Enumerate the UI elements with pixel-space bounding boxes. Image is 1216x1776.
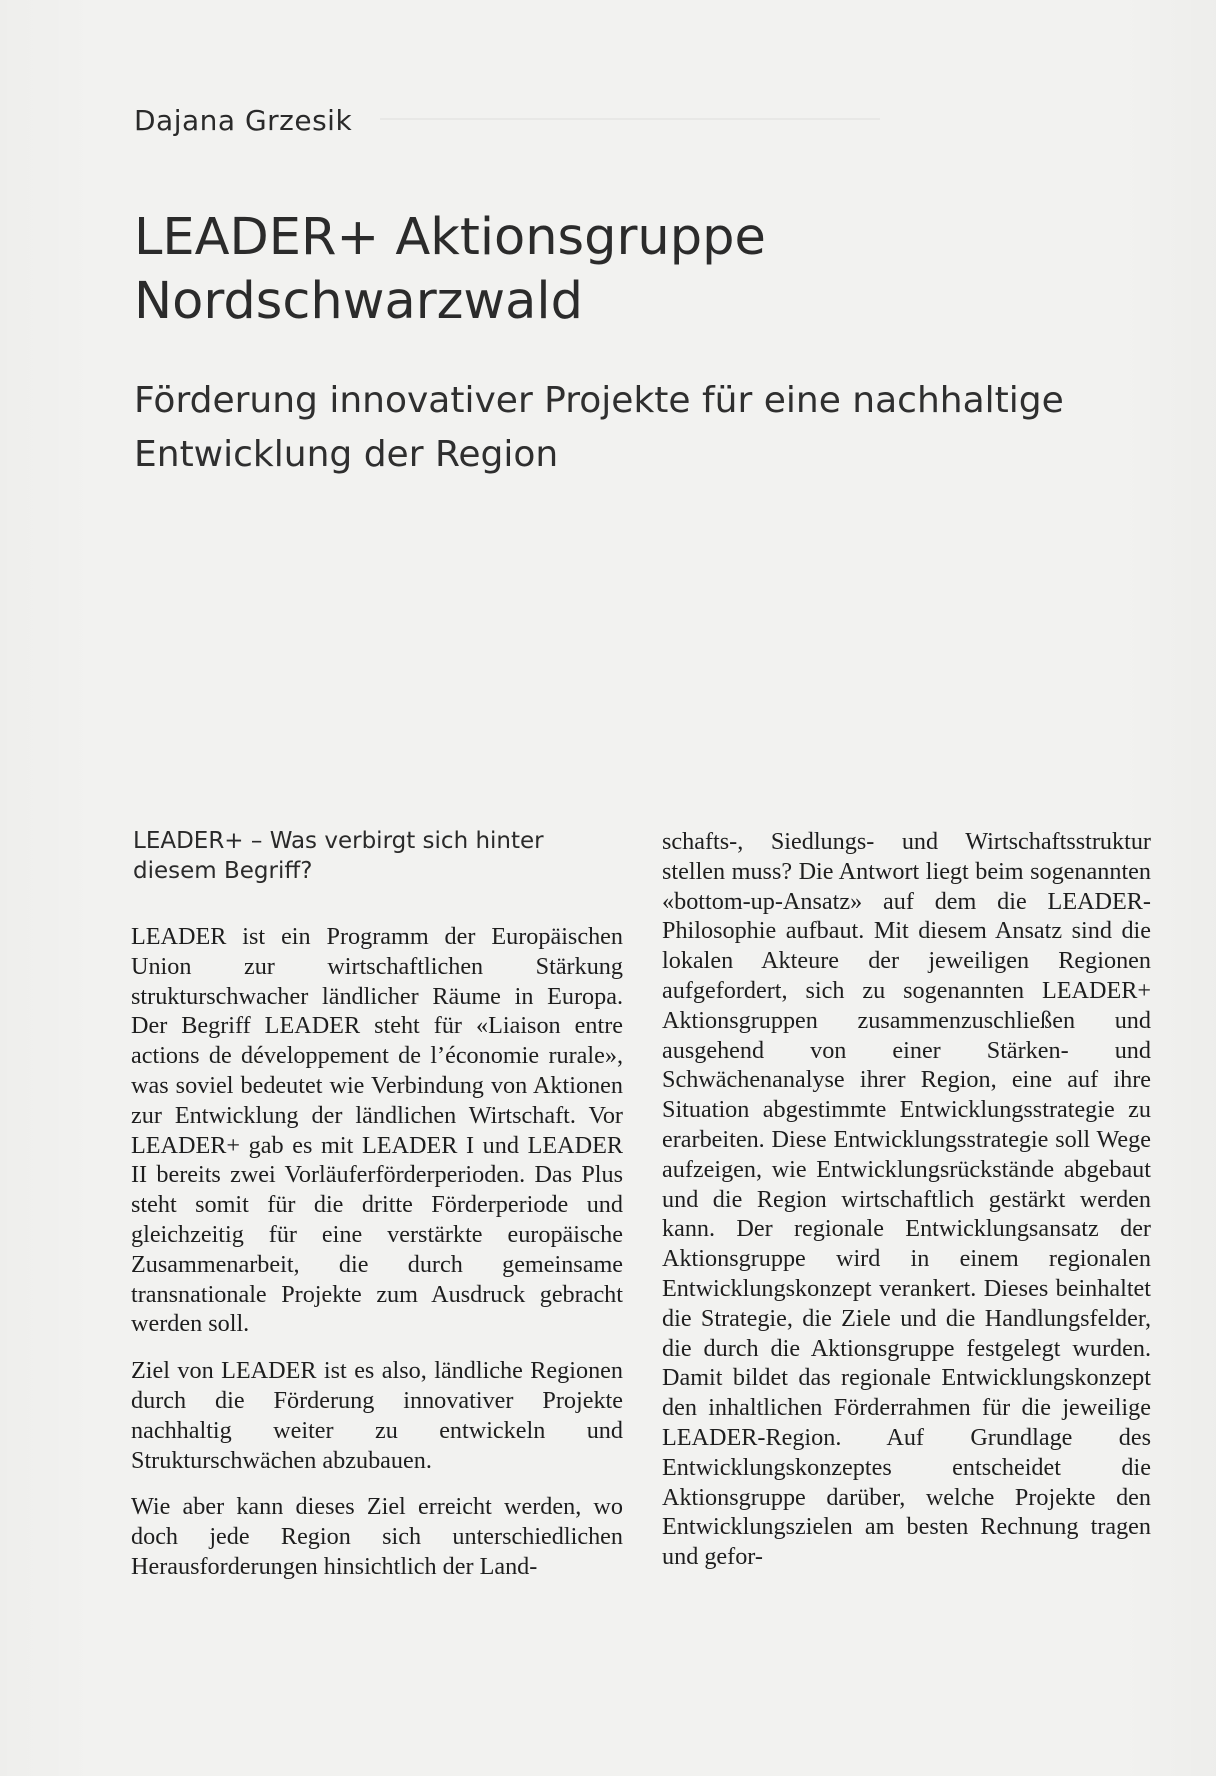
left-paragraph-2: Ziel von LEADER ist es also, ländliche Regionen durch die Förderung innovativer Projekte nachhaltig weiter zu entwickeln und Strukturschwächen abzubauen.: [131, 1357, 623, 1474]
right-paragraph-1: schafts-, Siedlungs- und Wirtschaftsstruktur stellen muss? Die Antwort liegt beim sogenannten «bottom-up-Ansatz» auf dem die LEADER-Philosophie aufbaut. Mit diesem Ansatz sind die lokalen Akteure der jeweiligen Regionen aufgefordert, sich zu sogenannten LEADER+ Aktionsgruppen zusammenzuschließen und ausgehend von einer Stärken- und Schwächenanalyse ihrer Region, eine auf ihre Situation abgestimmte Entwicklungsstrategie zu erarbeiten. Diese Entwicklungsstrategie soll Wege aufzeigen, wie Entwicklungsrückstände abgebaut und die Region wirtschaftlich gestärkt werden kann. Der regionale Entwicklungsansatz der Aktionsgruppe wird in einem regionalen Entwicklungskonzept verankert. Dieses beinhaltet die Strategie, die Ziele und die Handlungsfelder, die durch die Aktionsgruppe festgelegt wurden. Damit bildet das regionale Entwicklungskonzept den inhaltlichen Förderrahmen für die jeweilige LEADER-Region. Auf Grundlage des Entwicklungskonzeptes entscheidet die Aktionsgruppe darüber, welche Projekte den Entwicklungszielen am besten Rechnung tragen und gefor-: [662, 828, 1151, 1571]
subtitle-line-1: Förderung innovativer Projekte für eine nachhaltige: [134, 380, 1064, 421]
article-subtitle: [134, 374, 1144, 482]
left-paragraph-1: LEADER ist ein Programm der Europäischen Union zur wirtschaftlichen Stärkung strukturschwacher ländlicher Räume in Europa. Der Begriff LEADER steht für «Liaison entre actions de développement de l’économie rurale», was soviel bedeutet wie Verbindung von Aktionen zur Entwicklung der ländlichen Wirtschaft. Vor LEADER+ gab es mit LEADER I und LEADER II bereits zwei Vorläuferförderperioden. Das Plus steht somit für die dritte Förderperiode und gleichzeitig für eine verstärkte europäische Zusammenarbeit, die durch gemeinsame transnationale Projekte zum Ausdruck gebracht werden soll.: [131, 923, 623, 1338]
title-line-1: LEADER+ Aktionsgruppe: [134, 208, 766, 267]
section-heading-line-1: LEADER+ – Was verbirgt sich hinter: [133, 828, 544, 854]
section-heading: [133, 826, 603, 886]
left-column: [131, 922, 623, 1599]
header-rule: [380, 118, 880, 120]
title-line-2: Nordschwarzwald: [134, 272, 583, 331]
left-paragraph-3: Wie aber kann dieses Ziel erreicht werden, wo doch jede Region sich unterschiedlichen Herausforderungen hinsichtlich der Land-: [131, 1493, 623, 1580]
section-heading-line-2: diesem Begriff?: [133, 858, 313, 884]
right-column: [662, 827, 1151, 1572]
article-title: [134, 206, 1134, 334]
author-name: Dajana Grzesik: [134, 104, 353, 137]
subtitle-line-2: Entwicklung der Region: [134, 434, 559, 475]
